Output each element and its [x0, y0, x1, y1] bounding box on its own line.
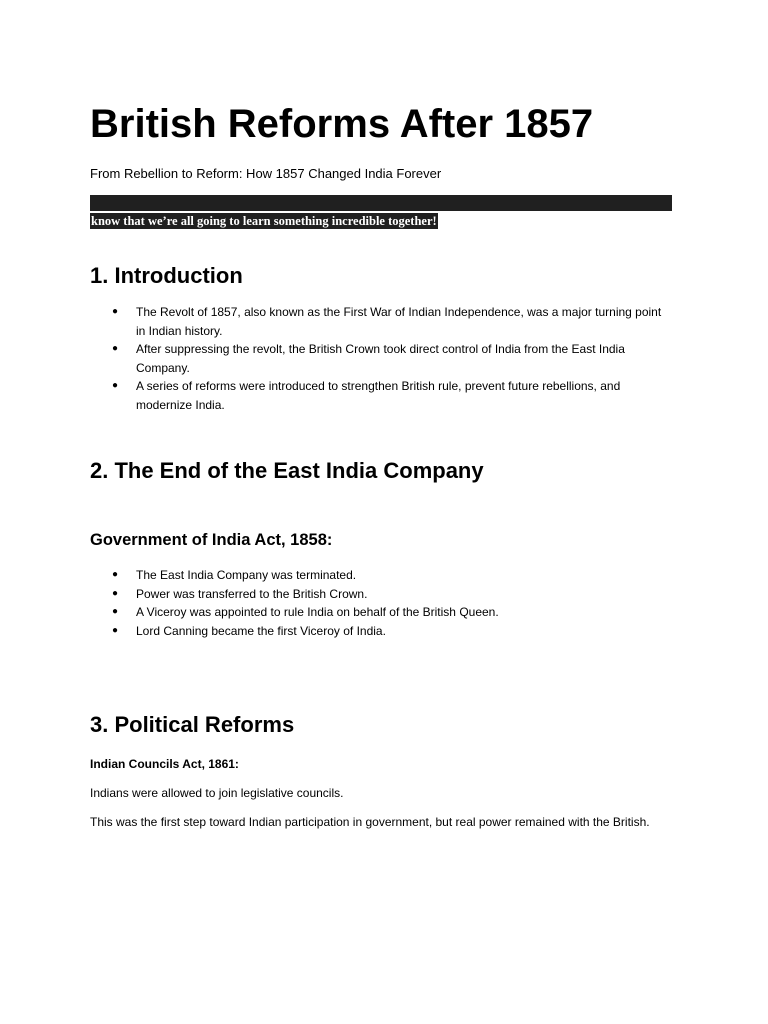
section-heading-end-company: 2. The End of the East India Company — [90, 458, 484, 483]
bullet-dot-icon: ● — [112, 343, 119, 354]
list-item — [90, 303, 670, 340]
bullet-dot-icon: ● — [112, 380, 119, 391]
list-item — [90, 603, 670, 622]
act-label-councils: Indian Councils Act, 1861: — [90, 757, 239, 771]
list-item — [90, 622, 670, 641]
paragraph: Indians were allowed to join legislative councils. — [90, 786, 344, 800]
bullet-dot-icon: ● — [112, 587, 119, 599]
section-heading-political: 3. Political Reforms — [90, 712, 295, 737]
redaction-bar — [90, 195, 672, 211]
list-item-text: Lord Canning became the first Viceroy of India. — [136, 623, 386, 638]
list-item-text: The East India Company was terminated. — [136, 568, 357, 582]
introduction-bullet-list — [90, 303, 670, 414]
list-item-text: The Revolt of 1857, also known as the First War of Indian Independence, was a major turning point in Indian history. — [136, 305, 662, 338]
list-item-text: After suppressing the revolt, the British Crown took direct control of India from the East India Company. — [136, 342, 625, 375]
bullet-dot-icon: ● — [112, 606, 119, 617]
bullet-dot-icon: ● — [112, 306, 119, 317]
document-subtitle: From Rebellion to Reform: How 1857 Changed India Forever — [90, 166, 442, 181]
list-item — [90, 340, 670, 377]
list-item — [90, 377, 670, 414]
end-company-bullet-list — [90, 566, 670, 640]
section-heading-introduction: 1. Introduction — [90, 263, 243, 288]
document-title: British Reforms After 1857 — [90, 102, 594, 146]
list-item-text: A series of reforms were introduced to strengthen British rule, prevent future rebellions, and modernize India. — [136, 379, 621, 412]
list-item-text: Power was transferred to the British Crown. — [136, 586, 368, 601]
paragraph: This was the first step toward Indian participation in government, but real power remained with the British. — [90, 815, 650, 829]
subheading-government-act: Government of India Act, 1858: — [90, 531, 333, 549]
list-item-text: A Viceroy was appointed to rule India on behalf of the British Queen. — [136, 605, 499, 619]
bullet-dot-icon: ● — [112, 569, 119, 580]
bullet-dot-icon: ● — [112, 624, 119, 636]
list-item — [90, 585, 670, 604]
highlighted-text: know that we’re all going to learn something incredible together! — [91, 214, 437, 228]
list-item — [90, 566, 670, 585]
